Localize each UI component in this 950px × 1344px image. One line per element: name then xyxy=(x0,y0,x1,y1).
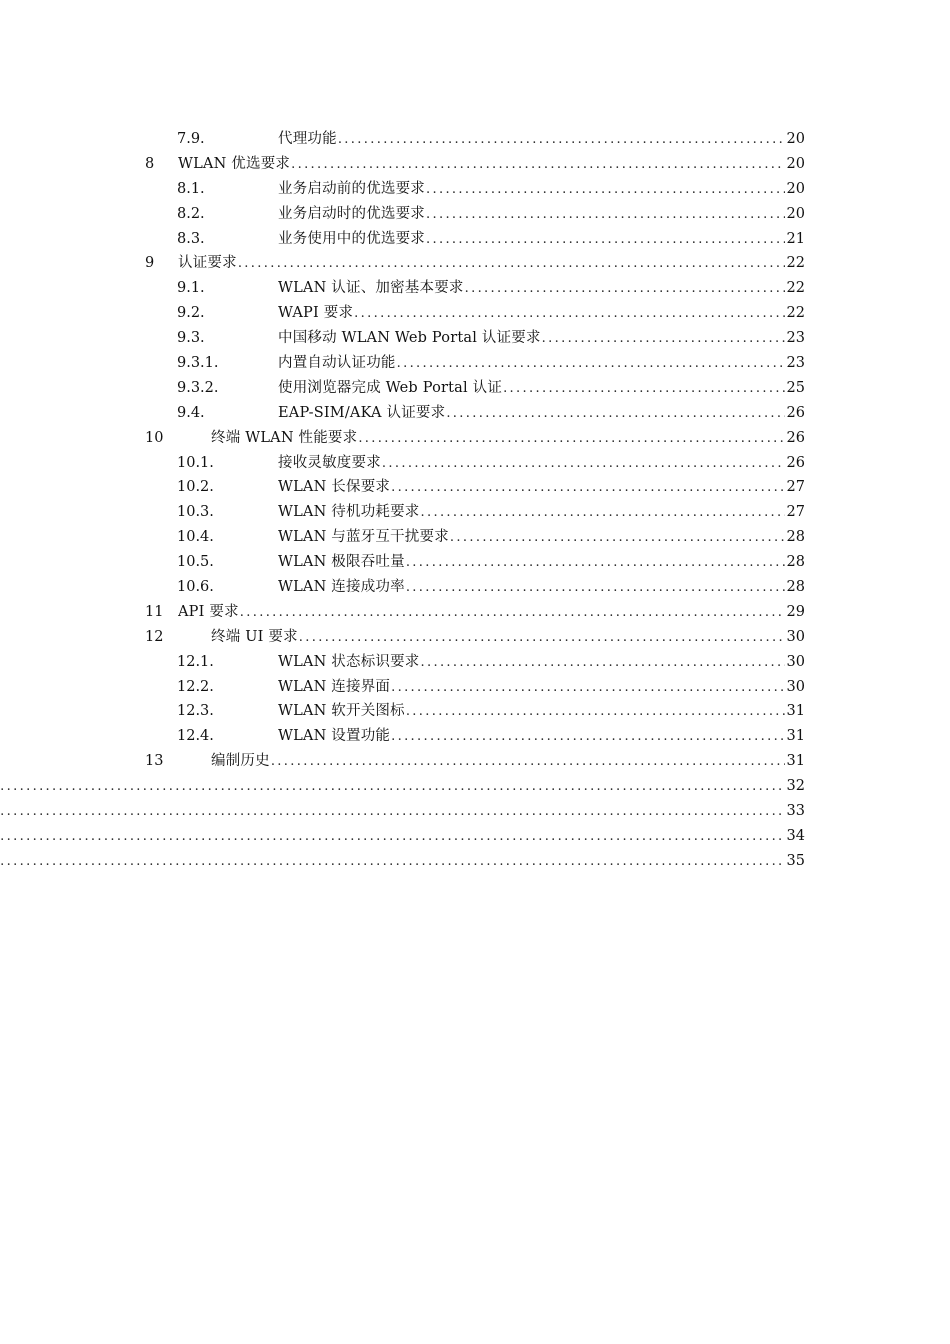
toc-entry-leader-line xyxy=(278,276,805,302)
toc-entry-leader-line xyxy=(278,525,805,551)
toc-entry-title: WLAN 认证、加密基本要求 xyxy=(278,280,464,297)
toc-entry-number: 11 xyxy=(145,603,164,620)
toc-entry-page-number: 21 xyxy=(786,230,805,247)
toc-entry-leader-line xyxy=(278,575,805,601)
toc-entry-leader-line xyxy=(278,401,805,427)
toc-entry[interactable] xyxy=(145,426,805,451)
toc-entry-title: 终端 WLAN 性能要求 xyxy=(211,429,358,446)
toc-entry[interactable] xyxy=(145,774,805,799)
dot-leader xyxy=(426,228,785,253)
toc-entry[interactable] xyxy=(145,251,805,276)
dot-leader xyxy=(291,153,784,178)
toc-entry-title: 认证要求 xyxy=(178,255,237,272)
toc-entry-page-number: 31 xyxy=(786,703,805,720)
toc-entry[interactable] xyxy=(145,276,805,301)
toc-entry-page-number: 22 xyxy=(786,280,805,297)
toc-entry-leader-line xyxy=(178,251,805,277)
toc-entry-title: EAP-SIM/AKA 认证要求 xyxy=(278,404,446,421)
dot-leader xyxy=(421,651,785,676)
toc-entry-number: 10.6. xyxy=(177,579,214,596)
toc-entry-page-number: 27 xyxy=(786,479,805,496)
dot-leader xyxy=(421,501,785,526)
toc-entry-page-number: 34 xyxy=(786,827,805,844)
dot-leader xyxy=(0,850,785,875)
toc-entry-leader-line xyxy=(0,824,805,850)
toc-entry-title: 业务启动前的优选要求 xyxy=(278,180,425,197)
toc-entry[interactable] xyxy=(145,351,805,376)
toc-entry-leader-line xyxy=(278,550,805,576)
toc-entry-title: 业务使用中的优选要求 xyxy=(278,230,425,247)
dot-leader xyxy=(542,327,785,352)
toc-entry-leader-line xyxy=(278,227,805,253)
toc-entry-number: 10.1. xyxy=(177,454,214,471)
toc-entry-title: WLAN 状态标识要求 xyxy=(278,653,420,670)
toc-entry-leader-line xyxy=(178,152,805,178)
toc-entry-number: 8.2. xyxy=(177,205,205,222)
dot-leader xyxy=(391,476,784,501)
dot-leader xyxy=(450,526,785,551)
toc-entry-title: WLAN 优选要求 xyxy=(178,155,291,172)
toc-entry[interactable] xyxy=(145,550,805,575)
toc-entry-number: 8.3. xyxy=(177,230,205,247)
toc-entry[interactable] xyxy=(145,301,805,326)
toc-entry-number: 9.2. xyxy=(177,305,205,322)
toc-entry-page-number: 27 xyxy=(786,504,805,521)
dot-leader xyxy=(354,302,784,327)
dot-leader xyxy=(426,203,785,228)
toc-entry-number: 10.3. xyxy=(177,504,214,521)
toc-entry-number: 10 xyxy=(145,429,164,446)
toc-entry-page-number: 28 xyxy=(786,529,805,546)
toc-entry-page-number: 23 xyxy=(786,355,805,372)
toc-entry[interactable] xyxy=(145,152,805,177)
toc-entry-title: 编制历史 xyxy=(211,753,270,770)
toc-entry-leader-line xyxy=(278,475,805,501)
toc-entry-title: 代理功能 xyxy=(278,131,337,147)
toc-entry-page-number: 35 xyxy=(786,852,805,869)
toc-entry-number: 9.3.1. xyxy=(177,355,219,372)
dot-leader xyxy=(465,277,785,302)
toc-entry-title: 使用浏览器完成 Web Portal 认证 xyxy=(278,379,503,396)
toc-entry[interactable] xyxy=(145,699,805,724)
toc-entry-leader-line xyxy=(0,849,805,875)
toc-entry-page-number: 31 xyxy=(786,753,805,770)
toc-entry[interactable] xyxy=(145,799,805,824)
toc-entry-title: 接收灵敏度要求 xyxy=(278,454,381,471)
dot-leader xyxy=(382,452,785,477)
toc-entry[interactable] xyxy=(145,475,805,500)
toc-entry-number: 10.5. xyxy=(177,554,214,571)
toc-entry-page-number: 30 xyxy=(786,628,805,645)
toc-entry-leader-line xyxy=(278,500,805,526)
toc-entry[interactable] xyxy=(145,202,805,227)
dot-leader xyxy=(503,377,784,402)
toc-entry-leader-line xyxy=(278,675,805,701)
toc-entry-number: 9.1. xyxy=(177,280,205,297)
dot-leader xyxy=(406,551,785,576)
toc-entry-page-number: 20 xyxy=(786,180,805,197)
toc-entry-leader-line xyxy=(278,650,805,676)
toc-entry-page-number: 33 xyxy=(786,803,805,820)
toc-entry-leader-line xyxy=(0,774,805,800)
toc-entry[interactable] xyxy=(145,227,805,252)
toc-entry-number: 12.3. xyxy=(177,703,214,720)
toc-entry-number: 8.1. xyxy=(177,180,205,197)
toc-entry-page-number: 26 xyxy=(786,454,805,471)
toc-entry-leader-line xyxy=(211,749,805,775)
toc-entry-page-number: 20 xyxy=(786,155,805,172)
toc-entry-leader-line xyxy=(278,177,805,203)
dot-leader xyxy=(0,825,785,850)
dot-leader xyxy=(0,775,785,800)
toc-entry[interactable] xyxy=(145,724,805,749)
toc-entry[interactable] xyxy=(145,401,805,426)
toc-entry-leader-line xyxy=(278,376,805,402)
table-of-contents xyxy=(145,127,805,874)
toc-entry-title: WLAN 设置功能 xyxy=(278,728,391,745)
toc-entry[interactable] xyxy=(145,525,805,550)
toc-entry-title: 业务启动时的优选要求 xyxy=(278,205,425,222)
toc-entry-number: 7.9. xyxy=(177,131,205,147)
toc-entry-title: WLAN 待机功耗要求 xyxy=(278,504,420,521)
toc-entry-leader-line xyxy=(278,699,805,725)
toc-entry-number: 12.4. xyxy=(177,728,214,745)
toc-entry-page-number: 25 xyxy=(786,379,805,396)
toc-entry-leader-line xyxy=(278,326,805,352)
dot-leader xyxy=(406,576,785,601)
dot-leader xyxy=(446,402,784,427)
dot-leader xyxy=(0,800,785,825)
toc-entry-page-number: 20 xyxy=(786,205,805,222)
dot-leader xyxy=(406,700,785,725)
toc-entry-title: 内置自动认证功能 xyxy=(278,355,396,372)
toc-entry[interactable] xyxy=(145,376,805,401)
toc-entry-title: WLAN 长保要求 xyxy=(278,479,391,496)
toc-entry-leader-line xyxy=(0,799,805,825)
toc-entry[interactable] xyxy=(145,824,805,849)
toc-entry[interactable] xyxy=(145,575,805,600)
toc-entry[interactable] xyxy=(145,451,805,476)
dot-leader xyxy=(391,725,784,750)
toc-entry-page-number: 28 xyxy=(786,554,805,571)
toc-entry-number: 10.2. xyxy=(177,479,214,496)
toc-entry-leader-line xyxy=(278,301,805,327)
toc-entry[interactable] xyxy=(145,675,805,700)
dot-leader xyxy=(238,252,785,277)
toc-entry-number: 9.3. xyxy=(177,330,205,347)
toc-entry-title: WAPI 要求 xyxy=(278,305,354,322)
toc-entry-title: 终端 UI 要求 xyxy=(211,628,298,645)
dot-leader xyxy=(338,128,785,153)
toc-entry-number: 12.1. xyxy=(177,653,214,670)
dot-leader xyxy=(358,427,784,452)
toc-entry-leader-line xyxy=(278,202,805,228)
toc-entry-page-number: 30 xyxy=(786,653,805,670)
toc-entry[interactable] xyxy=(145,625,805,650)
dot-leader xyxy=(299,626,785,651)
dot-leader xyxy=(240,601,785,626)
toc-entry[interactable] xyxy=(145,177,805,202)
dot-leader xyxy=(426,178,785,203)
dot-leader xyxy=(391,676,784,701)
toc-entry[interactable] xyxy=(145,600,805,625)
toc-entry[interactable] xyxy=(145,127,805,152)
dot-leader xyxy=(271,750,785,775)
toc-entry-page-number: 23 xyxy=(786,330,805,347)
toc-entry-title: WLAN 极限吞吐量 xyxy=(278,554,405,571)
toc-entry-number: 12 xyxy=(145,628,164,645)
toc-entry-page-number: 31 xyxy=(786,728,805,745)
toc-entry-leader-line xyxy=(278,351,805,377)
toc-entry-title: 中国移动 WLAN Web Portal 认证要求 xyxy=(278,330,541,347)
toc-entry-number: 12.2. xyxy=(177,678,214,695)
dot-leader xyxy=(397,352,785,377)
toc-entry[interactable] xyxy=(145,650,805,675)
toc-entry-number: 8 xyxy=(145,155,155,172)
toc-entry-number: 10.4. xyxy=(177,529,214,546)
toc-entry-leader-line xyxy=(211,625,805,651)
toc-entry-title: WLAN 与蓝牙互干扰要求 xyxy=(278,529,449,546)
toc-entry[interactable] xyxy=(145,500,805,525)
toc-entry-leader-line xyxy=(211,426,805,452)
toc-entry-page-number: 26 xyxy=(786,429,805,446)
toc-entry-leader-line xyxy=(278,451,805,477)
toc-entry-title: WLAN 软开关图标 xyxy=(278,703,405,720)
toc-entry[interactable] xyxy=(145,849,805,874)
toc-entry-title: WLAN 连接成功率 xyxy=(278,579,405,596)
toc-entry[interactable] xyxy=(145,326,805,351)
toc-entry-page-number: 30 xyxy=(786,678,805,695)
toc-entry-leader-line xyxy=(278,127,805,153)
toc-entry-page-number: 28 xyxy=(786,579,805,596)
toc-entry-page-number: 32 xyxy=(786,778,805,795)
toc-entry-page-number: 22 xyxy=(786,305,805,322)
toc-entry-leader-line xyxy=(278,724,805,750)
toc-entry-leader-line xyxy=(178,600,805,626)
toc-entry-page-number: 26 xyxy=(786,404,805,421)
toc-entry-title: API 要求 xyxy=(178,603,239,620)
toc-entry-number: 9 xyxy=(145,255,155,272)
toc-entry-number: 9.3.2. xyxy=(177,379,219,396)
toc-entry-title: WLAN 连接界面 xyxy=(278,678,391,695)
toc-entry[interactable] xyxy=(145,749,805,774)
toc-entry-number: 13 xyxy=(145,753,164,770)
toc-entry-number: 9.4. xyxy=(177,404,205,421)
toc-entry-page-number: 20 xyxy=(786,131,805,147)
toc-entry-page-number: 29 xyxy=(786,603,805,620)
toc-entry-page-number: 22 xyxy=(786,255,805,272)
